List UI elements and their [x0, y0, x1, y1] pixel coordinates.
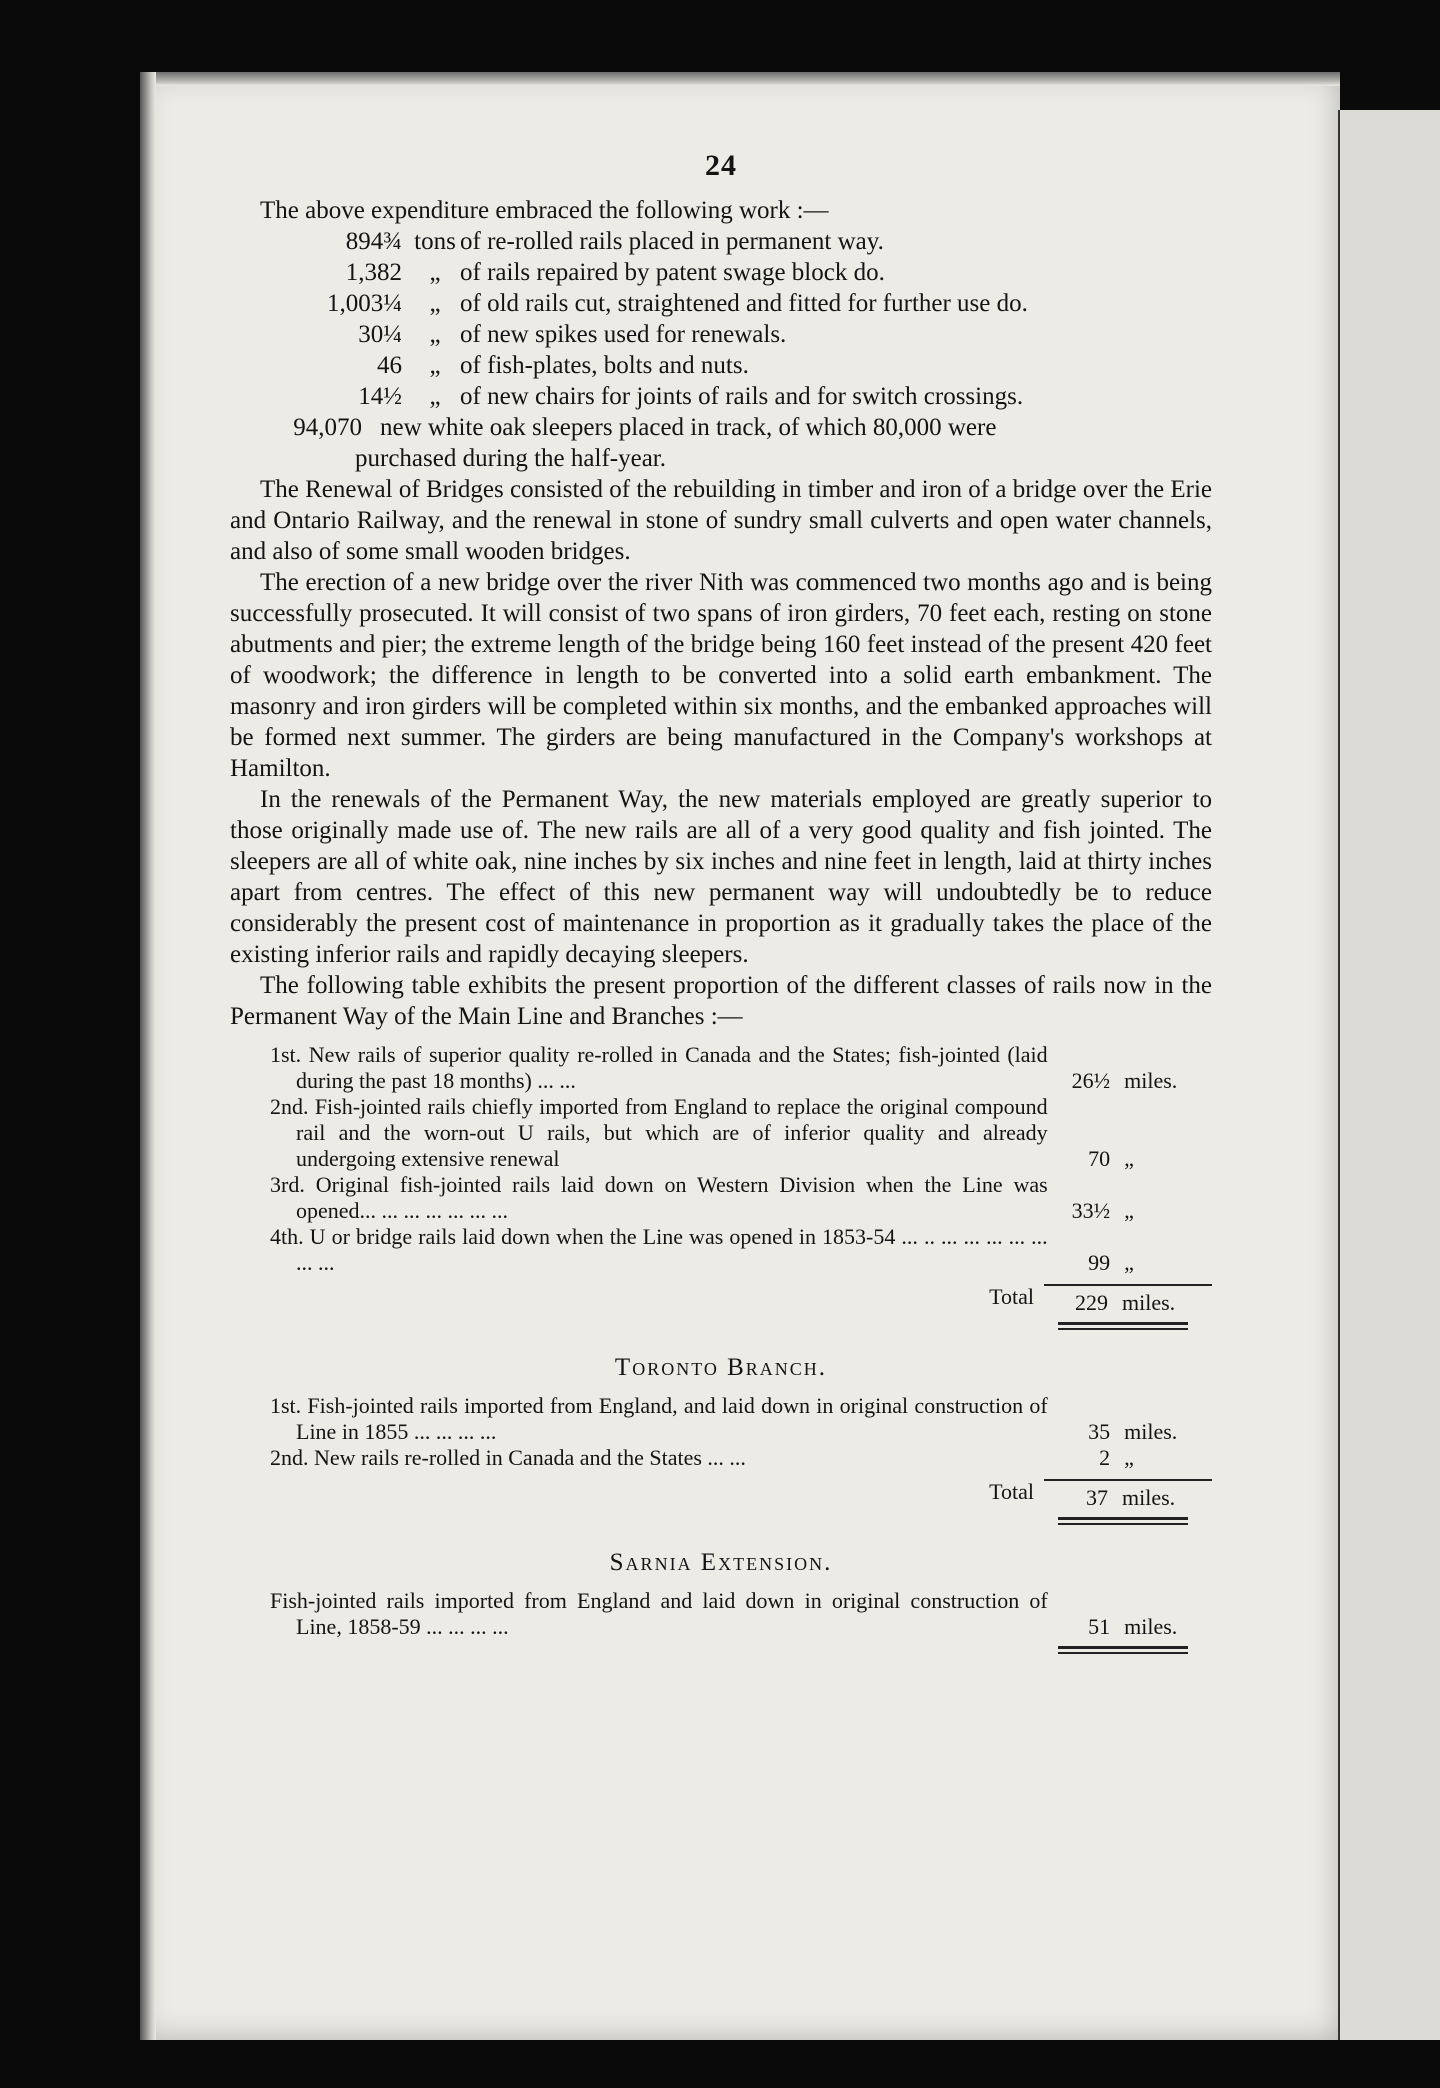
row-value: 2 — [1099, 1445, 1111, 1470]
row-value: 51 — [1088, 1614, 1111, 1639]
total-label: Total — [989, 1479, 1034, 1504]
total-unit: miles. — [1108, 1479, 1212, 1511]
sarnia-extension-table — [230, 1588, 1212, 1654]
row-desc: 3rd. Original fish-jointed rails laid down on Western Division when the Line was opened... ... ... ... ... ... ... — [270, 1172, 1048, 1223]
double-rule — [1058, 1322, 1188, 1330]
work-desc: of new chairs for joints of rails and for switch crossings. — [460, 383, 1024, 410]
page-content — [230, 150, 1212, 1654]
document-page — [140, 72, 1340, 2040]
row-value: 70 — [1088, 1146, 1111, 1171]
work-item — [230, 226, 1212, 257]
work-item — [230, 350, 1212, 381]
page-number: 24 — [705, 149, 737, 182]
table-row — [270, 1445, 1212, 1471]
work-unit: „ — [429, 290, 441, 317]
work-unit: tons — [414, 228, 456, 255]
row-value: 26½ — [1071, 1068, 1111, 1093]
table-row — [270, 1224, 1212, 1276]
total-unit: miles. — [1108, 1284, 1212, 1316]
total-row — [230, 1479, 1212, 1511]
page-edge-left — [140, 72, 156, 2040]
toronto-branch-heading: Toronto Branch. — [614, 1354, 828, 1381]
paragraph-permanent-way: In the renewals of the Permanent Way, the new materials employed are greatly superior to those originally made use of. The new rails are all of a very good quality and fish jointed. The sleepers are all of white oak, nine inches by six inches and nine feet in length, laid at thirty inches apart from centres. The effect of this new permanent way will undoubtedly be to reduce considerably the present cost of maintenance in proportion as it gradually takes the place of the existing inferior rails and rapidly decaying sleepers. — [230, 786, 1212, 968]
table-row — [270, 1094, 1212, 1172]
work-unit: „ — [429, 383, 441, 410]
row-unit: „ — [1124, 1250, 1134, 1275]
row-unit: „ — [1124, 1146, 1134, 1171]
work-qty: 1,382 — [345, 259, 402, 286]
work-intro: The above expenditure embraced the following work :— — [260, 197, 829, 224]
total-value: 229 — [1044, 1284, 1108, 1316]
work-item — [230, 257, 1212, 288]
work-desc: of re-rolled rails placed in permanent way. — [460, 228, 884, 255]
double-rule — [1058, 1517, 1188, 1525]
work-qty: 30¼ — [358, 321, 402, 348]
table-row — [270, 1588, 1212, 1640]
paragraph-nith-bridge: The erection of a new bridge over the river Nith was commenced two months ago and is being successfully prosecuted. It will consist of two spans of iron girders, 70 feet each, resting on stone abutments and pier; the extreme length of the bridge being 160 feet instead of the present 420 feet of woodwork; the difference in length to be converted into a solid earth embankment. The masonry and iron girders will be completed within six months, and the embanked approaches will be formed next summer. The girders are being manufactured in the Company's workshops at Hamilton. — [230, 569, 1212, 782]
facing-page-edge — [1338, 110, 1440, 2040]
double-rule — [1058, 1646, 1188, 1654]
work-list — [230, 226, 1212, 474]
work-qty: 894¾ — [345, 228, 402, 255]
sarnia-extension-heading: Sarnia Extension. — [609, 1549, 833, 1576]
toronto-branch-table — [230, 1393, 1212, 1525]
work-qty: 14½ — [358, 383, 402, 410]
work-qty: 1,003¼ — [327, 290, 402, 317]
paragraph-bridges: The Renewal of Bridges consisted of the rebuilding in timber and iron of a bridge over the Erie and Ontario Railway, and the renewal in stone of sundry small culverts and open water channels, and also of some small wooden bridges. — [230, 476, 1212, 565]
row-desc: 2nd. New rails re-rolled in Canada and the States ... ... — [270, 1445, 746, 1470]
row-unit: „ — [1124, 1198, 1134, 1223]
row-desc: 1st. Fish-jointed rails imported from England, and laid down in original construction of Line in 1855 ... ... ... ... — [270, 1393, 1048, 1444]
total-value: 37 — [1044, 1479, 1108, 1511]
page-edge-top — [140, 72, 1340, 86]
work-unit: „ — [429, 352, 441, 379]
work-unit: „ — [429, 321, 441, 348]
row-unit: miles. — [1124, 1068, 1178, 1093]
total-row — [230, 1284, 1212, 1316]
row-desc: 2nd. Fish-jointed rails chiefly imported from England to replace the original compound rail and the worn-out U rails, but which are of inferior quality and already undergoing extensive renewal — [270, 1094, 1048, 1171]
sleepers-qty: 94,070 — [293, 414, 362, 441]
row-value: 99 — [1088, 1250, 1111, 1275]
work-desc: of fish-plates, bolts and nuts. — [460, 352, 749, 379]
work-unit: „ — [429, 259, 441, 286]
row-unit: „ — [1124, 1445, 1134, 1470]
main-line-table — [230, 1042, 1212, 1330]
total-label: Total — [989, 1284, 1034, 1309]
row-desc: 4th. U or bridge rails laid down when the Line was opened in 1853-54 ... .. ... ... ... ... ... ... ... — [270, 1224, 1048, 1275]
work-item — [230, 319, 1212, 350]
sleepers-item — [230, 412, 1212, 443]
work-item — [230, 288, 1212, 319]
work-qty: 46 — [377, 352, 402, 379]
work-desc: of rails repaired by patent swage block do. — [460, 259, 885, 286]
sleepers-desc: new white oak sleepers placed in track, of which 80,000 were — [380, 414, 997, 441]
work-desc: of new spikes used for renewals. — [460, 321, 787, 348]
work-desc: of old rails cut, straightened and fitted for further use do. — [460, 290, 1028, 317]
table-row — [270, 1172, 1212, 1224]
sleepers-cont: purchased during the half-year. — [355, 445, 666, 472]
row-unit: miles. — [1124, 1614, 1178, 1639]
row-value: 33½ — [1071, 1198, 1111, 1223]
table-row — [270, 1393, 1212, 1445]
row-desc: Fish-jointed rails imported from England and laid down in original construction of Line, 1858-59 ... ... ... ... — [270, 1588, 1048, 1639]
work-item — [230, 381, 1212, 412]
row-desc: 1st. New rails of superior quality re-rolled in Canada and the States; fish-jointed (laid during the past 18 months) ... ... — [270, 1042, 1048, 1093]
row-unit: miles. — [1124, 1419, 1178, 1444]
row-value: 35 — [1088, 1419, 1111, 1444]
table-row — [270, 1042, 1212, 1094]
paragraph-table-intro: The following table exhibits the present proportion of the different classes of rails now in the Permanent Way of the Main Line and Branches :— — [230, 972, 1212, 1030]
